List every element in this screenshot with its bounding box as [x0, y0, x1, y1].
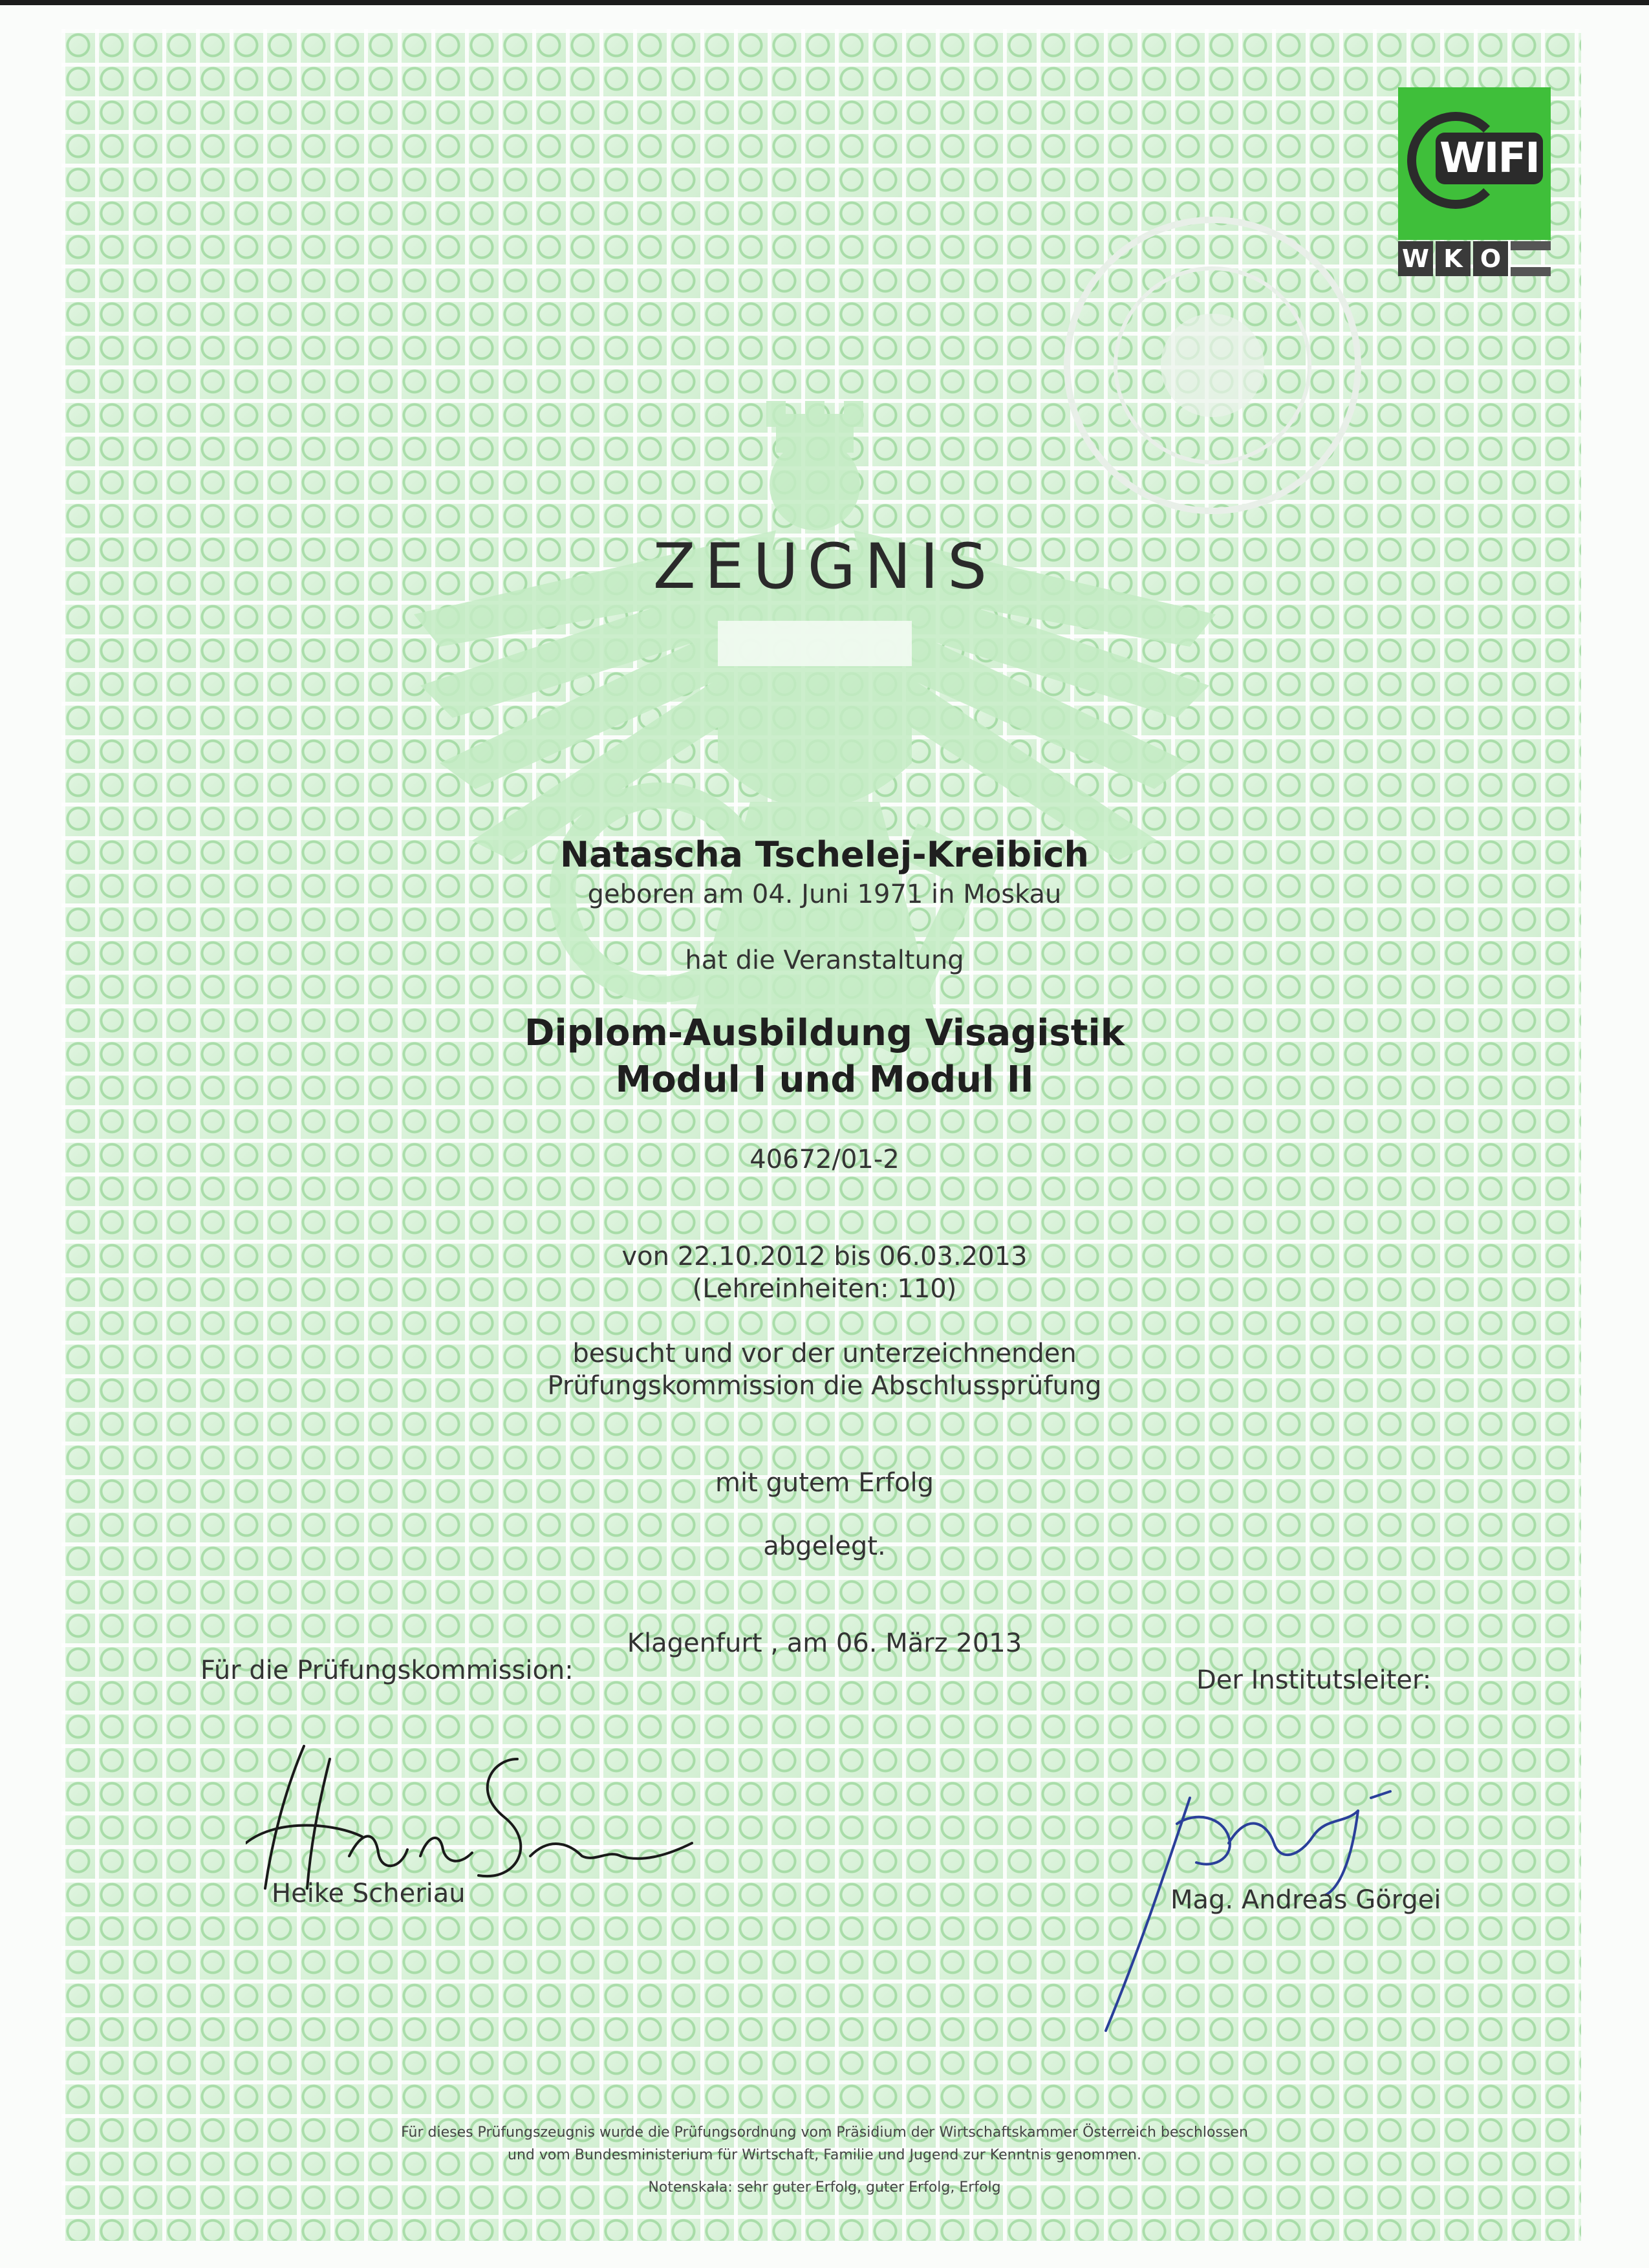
intro-text: hat die Veranstaltung — [685, 945, 964, 975]
logo-wko-letter-w: W — [1398, 241, 1433, 276]
grading-scale: Notenskala: sehr guter Erfolg, guter Erfolg, Erfolg — [648, 2179, 1001, 2196]
place-date: Klagenfurt , am 06. März 2013 — [627, 1628, 1022, 1658]
logo-wifi-text: WIFI — [1439, 135, 1539, 182]
teaching-units: (Lehreinheiten: 110) — [692, 1274, 957, 1304]
attended-line2: Prüfungskommission die Abschlussprüfung — [547, 1371, 1102, 1401]
course-name-line1: Diplom-Ausbildung Visagistik — [524, 1012, 1125, 1054]
right-signature-label: Der Institutsleiter: — [1196, 1665, 1432, 1695]
course-number: 40672/01-2 — [749, 1145, 900, 1174]
logo-wko-bars — [1511, 241, 1551, 276]
birth-info: geboren am 04. Juni 1971 in Moskau — [587, 880, 1062, 909]
signature-heike-scheriau — [246, 1733, 698, 1901]
wifi-wko-logo — [1398, 87, 1551, 276]
left-signatory-name: Heike Scheriau — [272, 1879, 466, 1908]
embossed-seal-icon — [1061, 213, 1364, 517]
attended-line1: besucht und vor der unterzeichnenden — [572, 1339, 1077, 1368]
logo-wko-letter-o: O — [1473, 241, 1508, 276]
left-signature-label: Für die Prüfungskommission: — [200, 1656, 574, 1685]
scan-top-edge — [0, 0, 1649, 5]
course-name-line2: Modul I und Modul II — [615, 1059, 1034, 1101]
certificate-title: ZEUGNIS — [652, 530, 997, 603]
logo-wko-letter-k: K — [1436, 241, 1471, 276]
right-signatory-name: Mag. Andreas Görgei — [1170, 1885, 1441, 1915]
course-period: von 22.10.2012 bis 06.03.2013 — [621, 1242, 1028, 1271]
logo-wko-row — [1398, 241, 1551, 276]
footer-line1: Für dieses Prüfungszeugnis wurde die Prüfungsordnung vom Präsidium der Wirtschaftskammer Österreich beschlossen — [401, 2124, 1248, 2141]
exam-result: mit gutem Erfolg — [715, 1468, 934, 1498]
logo-wifi-box — [1436, 133, 1543, 184]
footer-line2: und vom Bundesministerium für Wirtschaft, Familie und Jugend zur Kenntnis genommen. — [508, 2147, 1141, 2163]
recipient-name: Natascha Tschelej-Kreibich — [560, 834, 1089, 875]
passed-text: abgelegt. — [763, 1531, 886, 1561]
